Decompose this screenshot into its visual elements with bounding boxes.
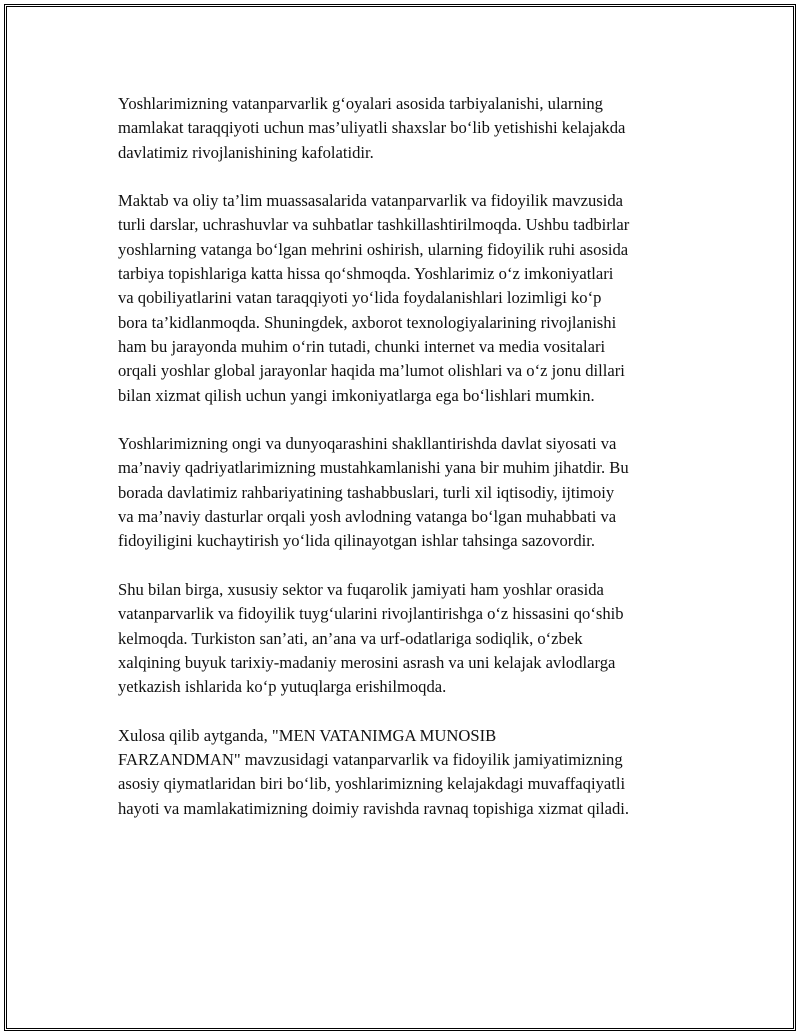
paragraph-2: Maktab va oliy ta’lim muassasalarida vatanparvarlik va fidoyilik mavzusida turli darslar, uchrashuvlar va suhbatlar tashkillashtirilmoqda. Ushbu tadbirlar yoshlarning vatanga bo‘lgan mehrini oshirish, ularning fidoyilik ruhi asosida tarbiya topishlariga katta hissa qo‘shmoqda. Yoshlarimiz o‘z imkoniyatlari va qobiliyatlarini vatan taraqqiyoti yo‘lida foydalanishlari lozimligi ko‘p bora ta’kidlanmoqda. Shuningdek, axborot texnologiyalarining rivojlanishi ham bu jarayonda muhim o‘rin tutadi, chunki internet va media vositalari orqali yoshlar global jarayonlar haqida ma’lumot olishlari va o‘z jonu dillari bilan xizmat qilish uchun yangi imkoniyatlarga ega bo‘lishlari mumkin. [118,191,630,405]
paragraph-5: Xulosa qilib aytganda, "MEN VATANIMGA MUNOSIB FARZANDMAN" mavzusidagi vatanparvarlik va fidoyilik jamiyatimizning asosiy qiymatlaridan biri bo‘lib, yoshlarimizning kelajakdagi muvaffaqiyatli hayoti va mamlakatimizning doimiy ravishda ravnaq topishiga xizmat qiladi. [118,725,630,818]
paragraph-3: Yoshlarimizning ongi va dunyoqarashini shakllantirishda davlat siyosati va ma’naviy qadriyatlarimizning mustahkamlanishi yana bir muhim jihatdir. Bu borada davlatimiz rahbariyatining tashabbuslari, turli xil iqtisodiy, ijtimoiy va ma’naviy dasturlar orqali yosh avlodning vatanga bo‘lgan muhabbati va fidoyiligini kuchaytirish yo‘lida qilinayotgan ishlar tahsinga sazovordir. [118,434,629,551]
paragraph-4: Shu bilan birga, xususiy sektor va fuqarolik jamiyati ham yoshlar orasida vatanparvarlik va fidoyilik tuyg‘ularini rivojlantirishga o‘z hissasini qo‘shib kelmoqda. Turkiston san’ati, an’ana va urf-odatlariga sodiqlik, o‘zbek xalqining buyuk tarixiy-madaniy merosini asrash va uni kelajak avlodlarga yetkazish ishlarida ko‘p yutuqlarga erishilmoqda. [118,579,624,697]
paragraph-1: Yoshlarimizning vatanparvarlik g‘oyalari asosida tarbiyalanishi, ularning mamlakat taraqqiyoti uchun mas’uliyatli shaxslar bo‘lib yetishishi kelajakda davlatimiz rivojlanishining kafolatidir. [118,94,626,162]
document-body [118,92,688,845]
